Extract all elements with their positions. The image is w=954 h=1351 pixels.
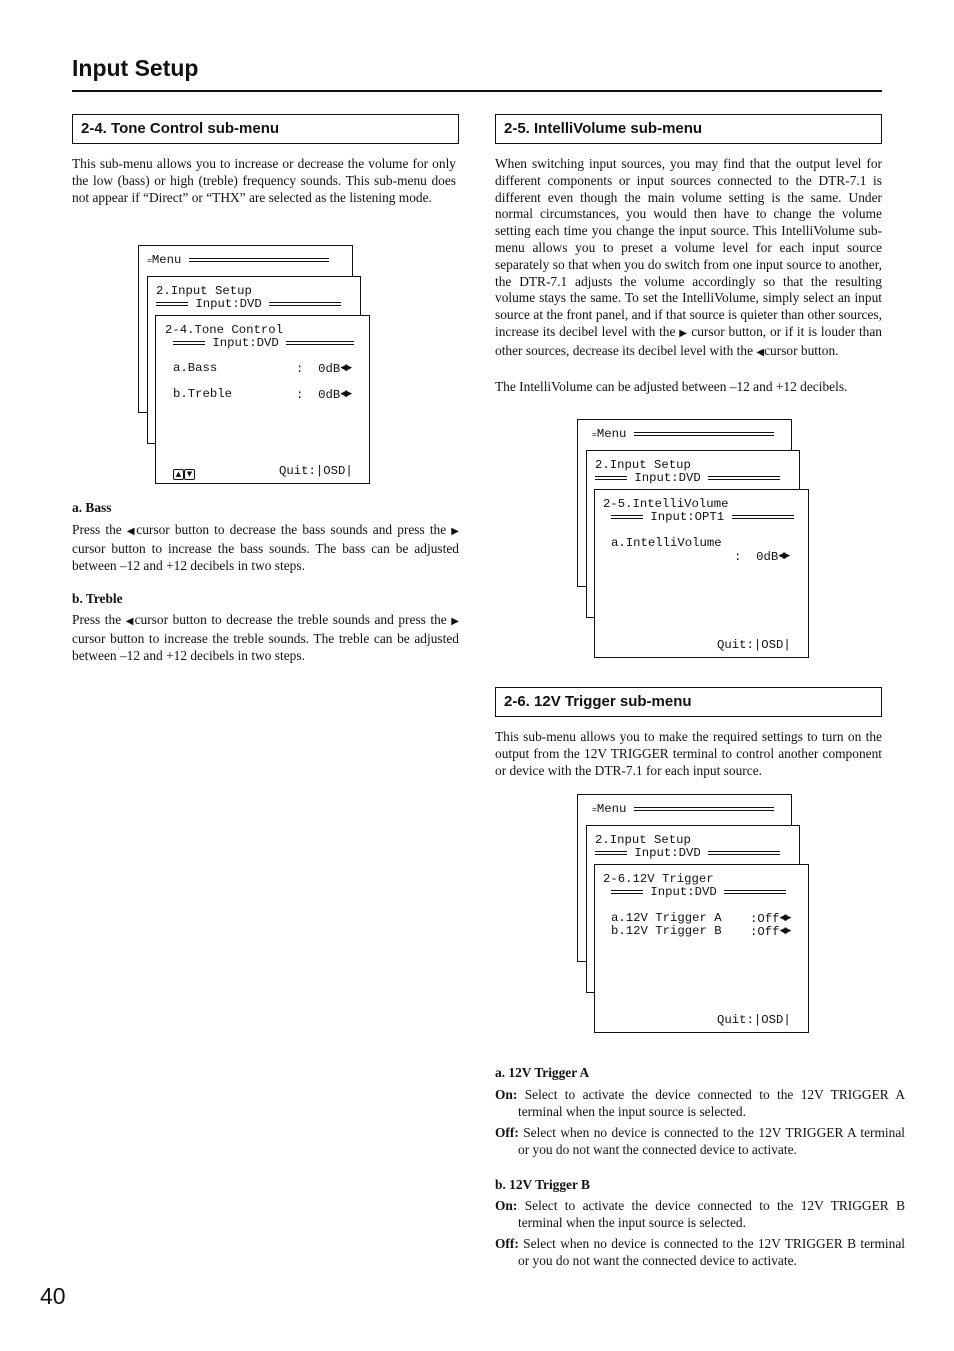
trigger-intro: This sub-menu allows you to make the required settings to turn on the output from the 12V TRIGGER terminal to control another component or device with the DTR-7.1 for each input source. bbox=[495, 729, 882, 778]
trigger-a-value: :Off bbox=[750, 911, 780, 926]
level3-input: Input:OPT1 bbox=[650, 510, 725, 524]
trigger-a-item[interactable]: a.12V Trigger A bbox=[611, 911, 722, 925]
right-triangle-icon: ▶ bbox=[679, 327, 688, 339]
trigger-a-off: Off: Select when no device is connected to the 12V TRIGGER A terminal or you do not want the connected device to activate. bbox=[495, 1125, 905, 1157]
trigger-heading: 2-6. 12V Trigger sub-menu bbox=[495, 687, 882, 717]
tone-control-osd bbox=[138, 245, 370, 485]
left-triangle-icon: ◀ bbox=[756, 346, 765, 358]
quit-osd-label: Quit:|OSD| bbox=[717, 638, 791, 652]
intellivolume-range: The IntelliVolume can be adjusted between –12 and +12 decibels. bbox=[495, 379, 848, 394]
left-triangle-icon: ◀ bbox=[125, 616, 135, 627]
treble-value: : 0dB bbox=[296, 387, 341, 402]
left-right-buttons-icon: ◀▶ bbox=[340, 363, 351, 373]
treble-heading: b. Treble bbox=[72, 591, 123, 606]
trigger-b-heading: b. 12V Trigger B bbox=[495, 1177, 590, 1192]
menu-label: Menu bbox=[151, 253, 182, 267]
tone-control-window bbox=[155, 315, 370, 484]
page-number: 40 bbox=[40, 1283, 66, 1309]
level2-input: Input:DVD bbox=[634, 846, 701, 860]
tone-intro: This sub-menu allows you to increase or decrease the volume for only the low (bass) or high (treble) frequency sounds. This sub-menu does not appear if “Direct” or “THX” are selected as the listening mode. bbox=[72, 156, 456, 205]
left-right-buttons-icon: ◀▶ bbox=[779, 926, 790, 936]
level2-input: Input:DVD bbox=[634, 471, 701, 485]
menu-window: =Menu bbox=[577, 419, 792, 587]
trigger-b-value: :Off bbox=[750, 924, 780, 939]
trigger-a-heading: a. 12V Trigger A bbox=[495, 1065, 590, 1080]
bass-description: Press the ◀cursor button to decrease the bass sounds and press the ▶ cursor button to increase the bass sounds. The bass can be adjusted between –12 and +12 decibels in two steps. bbox=[72, 522, 459, 573]
level3-title: 2-5.IntelliVolume bbox=[603, 497, 729, 511]
trigger-b-on: On: Select to activate the device connected to the 12V TRIGGER B terminal when the input source is selected. bbox=[495, 1198, 905, 1230]
bass-value: : 0dB bbox=[296, 361, 341, 376]
quit-osd-label: Quit:|OSD| bbox=[717, 1013, 791, 1027]
intellivolume-item[interactable]: a.IntelliVolume bbox=[611, 536, 722, 550]
treble-description: Press the ◀cursor button to decrease the treble sounds and press the ▶ cursor button to increase the treble sounds. The treble can be adjusted between –12 and +12 decibels in two steps. bbox=[72, 612, 459, 663]
level3-input: Input:DVD bbox=[650, 885, 717, 899]
intellivolume-window bbox=[594, 489, 809, 658]
level2-title: 2.Input Setup bbox=[595, 458, 691, 472]
menu-window: =Menu bbox=[138, 245, 353, 413]
menu-label: Menu bbox=[596, 427, 627, 441]
menu-window: =Menu bbox=[577, 794, 792, 962]
level3-title: 2-4.Tone Control bbox=[165, 323, 284, 337]
left-right-buttons-icon: ◀▶ bbox=[340, 389, 351, 399]
level2-title: 2.Input Setup bbox=[595, 833, 691, 847]
treble-item[interactable]: b.Treble bbox=[173, 387, 233, 401]
right-triangle-icon: ▶ bbox=[451, 526, 459, 537]
level2-title: 2.Input Setup bbox=[156, 284, 252, 298]
menu-label: Menu bbox=[596, 802, 627, 816]
tone-control-heading: 2-4. Tone Control sub-menu bbox=[72, 114, 459, 144]
quit-osd-label: Quit:|OSD| bbox=[279, 464, 353, 478]
trigger-b-item[interactable]: b.12V Trigger B bbox=[611, 924, 722, 938]
bass-heading: a. Bass bbox=[72, 500, 112, 515]
left-triangle-icon: ◀ bbox=[126, 526, 137, 537]
up-down-buttons-icon: ▲ ▼ bbox=[173, 465, 195, 483]
level3-title: 2-6.12V Trigger bbox=[603, 872, 714, 886]
trigger-osd bbox=[577, 794, 809, 1034]
trigger-window bbox=[594, 864, 809, 1033]
right-triangle-icon: ▶ bbox=[451, 616, 459, 627]
intellivolume-heading: 2-5. IntelliVolume sub-menu bbox=[495, 114, 882, 144]
trigger-b-off: Off: Select when no device is connected to the 12V TRIGGER B terminal or you do not want the connected device to activate. bbox=[495, 1236, 905, 1268]
intellivolume-osd bbox=[577, 419, 809, 659]
left-right-buttons-icon: ◀▶ bbox=[779, 913, 790, 923]
trigger-a-on: On: Select to activate the device connected to the 12V TRIGGER A terminal when the input source is selected. bbox=[495, 1087, 905, 1119]
title-rule bbox=[72, 90, 882, 92]
page-title: Input Setup bbox=[72, 55, 199, 81]
intellivolume-value: : 0dB bbox=[734, 549, 779, 564]
level2-input: Input:DVD bbox=[195, 297, 262, 311]
level3-input: Input:DVD bbox=[212, 336, 279, 350]
bass-item[interactable]: a.Bass bbox=[173, 361, 218, 375]
left-right-buttons-icon: ◀▶ bbox=[778, 551, 789, 561]
intellivolume-description: When switching input sources, you may find that the output level for different components or input sources connected to the DTR-7.1 is different even though the main volume setting is the same. Under normal circumstances, you would then have to change the volume setting each time you change the input source. This IntelliVolume sub-menu allows you to preset a volume level for each input source separately so that when you do switch from one input source to another, the DTR-7.1 adjusts the volume accordingly so that the resulting volume stays the same. To set the IntelliVolume, simply select an input source at the front panel, and if that source is quieter than other sources, increase its decibel level with the ▶ cursor button, or if it is louder than other sources, decrease its decibel level with the ◀cursor button. bbox=[495, 156, 882, 358]
